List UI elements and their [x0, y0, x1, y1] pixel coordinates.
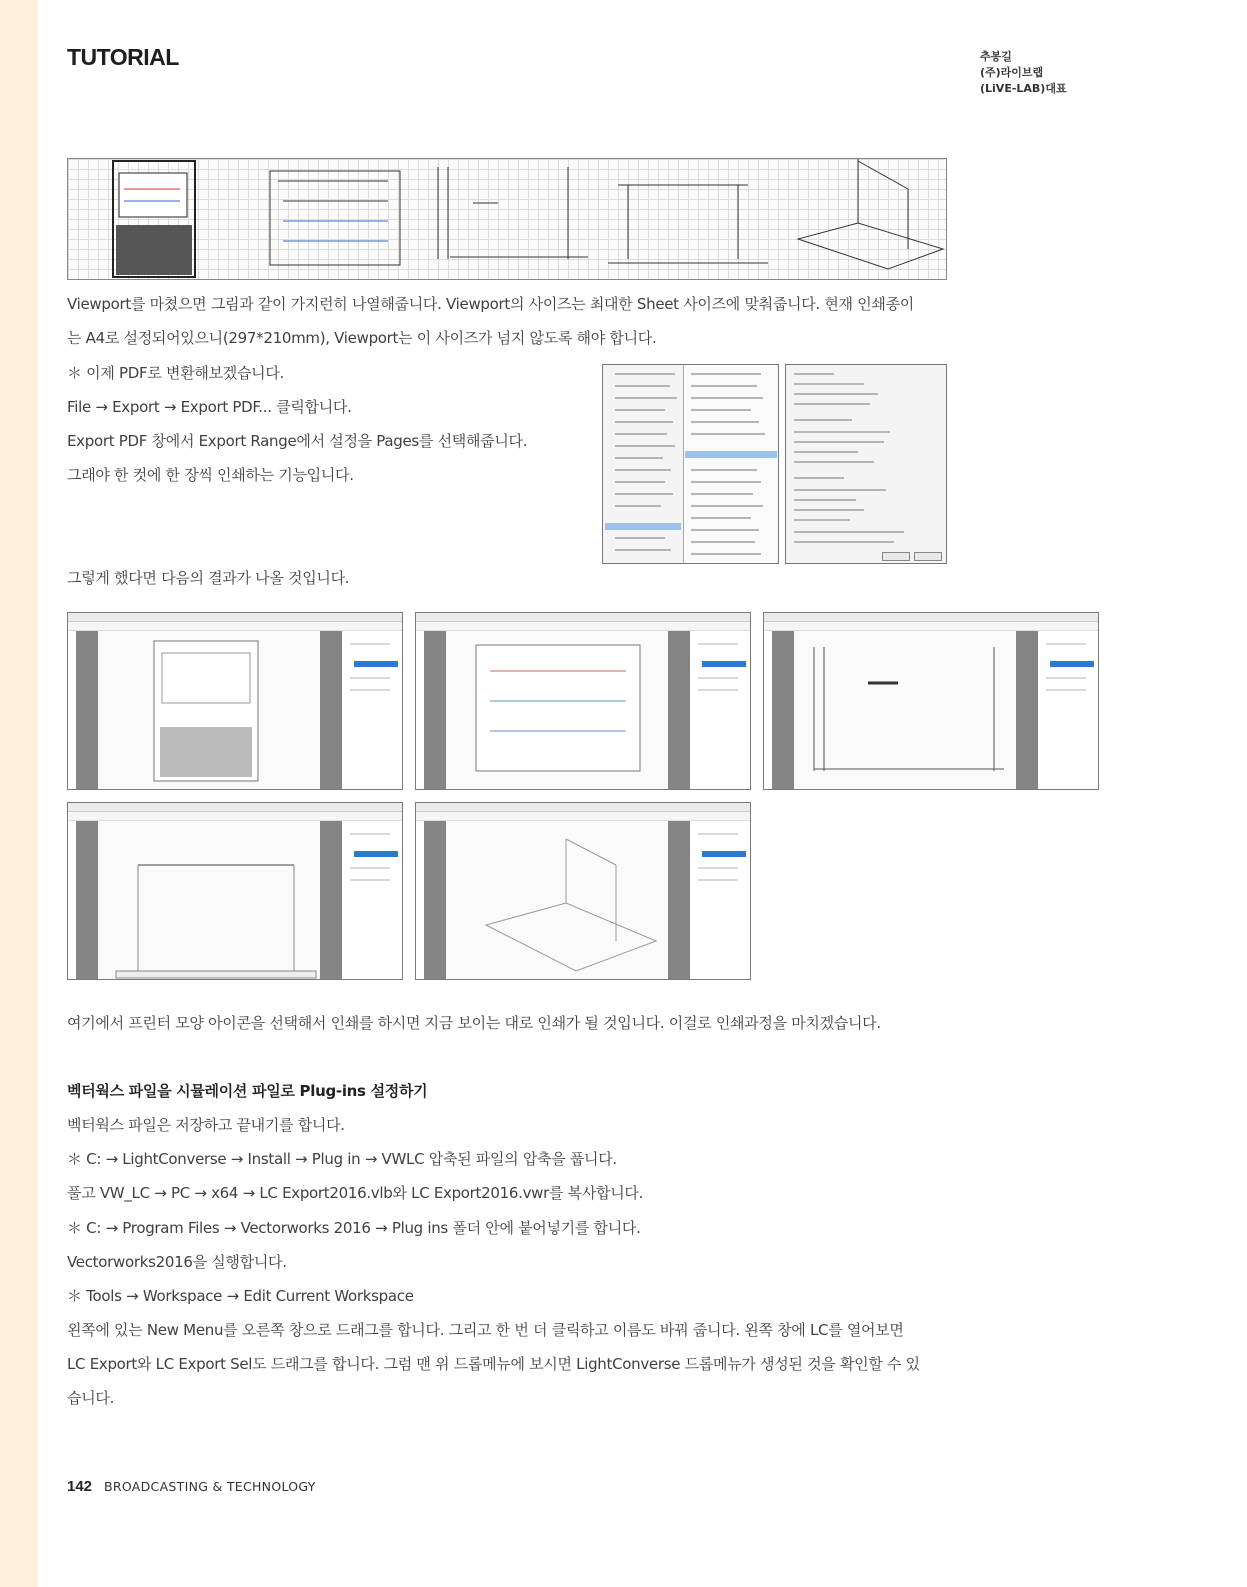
intro-line-5: Export PDF 창에서 Export Range에서 설정을 Pages를 선택해줍니다. — [67, 432, 528, 450]
plugin-line: Vectorworks2016을 실행합니다. — [67, 1253, 287, 1271]
plugin-line: ＊ C: → Program Files → Vectorworks 2016 → Plug ins 폴더 안에 붙어넣기를 합니다. — [67, 1219, 641, 1237]
export-pdf-dialog-screenshot — [785, 364, 947, 564]
page-preview — [98, 631, 320, 789]
section-title: TUTORIAL — [67, 44, 179, 70]
page-preview — [98, 821, 320, 979]
viewport-sheet-figure — [67, 158, 947, 280]
page-preview — [446, 821, 668, 979]
viewport-iso — [798, 159, 943, 269]
file-menu-screenshot — [602, 364, 779, 564]
intro-line-4: File → Export → Export PDF... 클릭합니다. — [67, 398, 352, 416]
intro-line-7: 그렇게 했다면 다음의 결과가 나올 것입니다. — [67, 569, 350, 587]
result-screenshot-iso — [415, 802, 751, 980]
page-number: 142 — [67, 1478, 93, 1495]
plugin-line: ＊ Tools → Workspace → Edit Current Workspace — [67, 1287, 414, 1305]
export-button — [882, 552, 910, 561]
plugin-line: ＊ C: → LightConverse → Install → Plug in → VWLC 압축된 파일의 압축을 풉니다. — [67, 1150, 617, 1168]
result-screenshot-rig-plan — [415, 612, 751, 790]
plugin-line: LC Export와 LC Export Sel도 드래그를 합니다. 그럼 맨 위 드롭메뉴에 보시면 LightConverse 드롭메뉴가 생성된 것을 확인할 수 있 — [67, 1355, 920, 1373]
page-preview — [794, 631, 1016, 789]
result-screenshot-front — [67, 802, 403, 980]
page-preview — [446, 631, 668, 789]
cancel-button — [914, 552, 942, 561]
result-screenshot-plan — [67, 612, 403, 790]
print-note: 여기에서 프린터 모양 아이콘을 선택해서 인쇄를 하시면 지금 보이는 대로 인쇄가 될 것입니다. 이걸로 인쇄과정을 마치겠습니다. — [67, 1014, 881, 1032]
intro-line-1: Viewport를 마쳤으면 그림과 같이 가지런히 나열해줍니다. Viewport의 사이즈는 최대한 Sheet 사이즈에 맞춰줍니다. 현재 인쇄종이 — [67, 295, 914, 313]
intro-line-3: ＊ 이제 PDF로 변환해보겠습니다. — [67, 364, 284, 382]
viewport-plan — [113, 161, 195, 277]
author-company: (주)라이브랩 — [980, 66, 1044, 79]
author-block — [980, 49, 1067, 97]
plugin-line: 풀고 VW_LC → PC → x64 → LC Export2016.vlb와 LC Export2016.vwr를 복사합니다. — [67, 1184, 644, 1202]
viewport-elevation — [438, 167, 588, 259]
plugin-line: 왼쪽에 있는 New Menu를 오른쪽 창으로 드래그를 합니다. 그리고 한 번 더 클릭하고 이름도 바꿔 줍니다. 왼쪽 창에 LC를 열어보면 — [67, 1321, 904, 1339]
plugin-line: 습니다. — [67, 1389, 115, 1407]
viewport-drawings — [68, 159, 946, 279]
magazine-name: BROADCASTING & TECHNOLOGY — [104, 1479, 316, 1494]
export-menu-highlight — [605, 523, 681, 530]
export-pdf-highlight — [685, 451, 777, 458]
result-screenshot-elevation — [763, 612, 1099, 790]
plugin-section-title: 벡터웍스 파일을 시뮬레이션 파일로 Plug-ins 설정하기 — [67, 1082, 428, 1100]
intro-line-6: 그래야 한 컷에 한 장씩 인쇄하는 기능입니다. — [67, 466, 354, 484]
author-name: 추봉길 — [980, 50, 1012, 63]
plugin-line: 벡터웍스 파일은 저장하고 끝내기를 합니다. — [67, 1116, 345, 1134]
author-title: (LiVE-LAB)대표 — [980, 82, 1067, 95]
side-color-band — [0, 0, 38, 1587]
intro-line-2: 는 A4로 설정되어있으니(297*210mm), Viewport는 이 사이즈가 넘지 않도록 해야 합니다. — [67, 329, 657, 347]
viewport-rig-plan — [270, 171, 400, 265]
viewport-front — [608, 185, 768, 263]
